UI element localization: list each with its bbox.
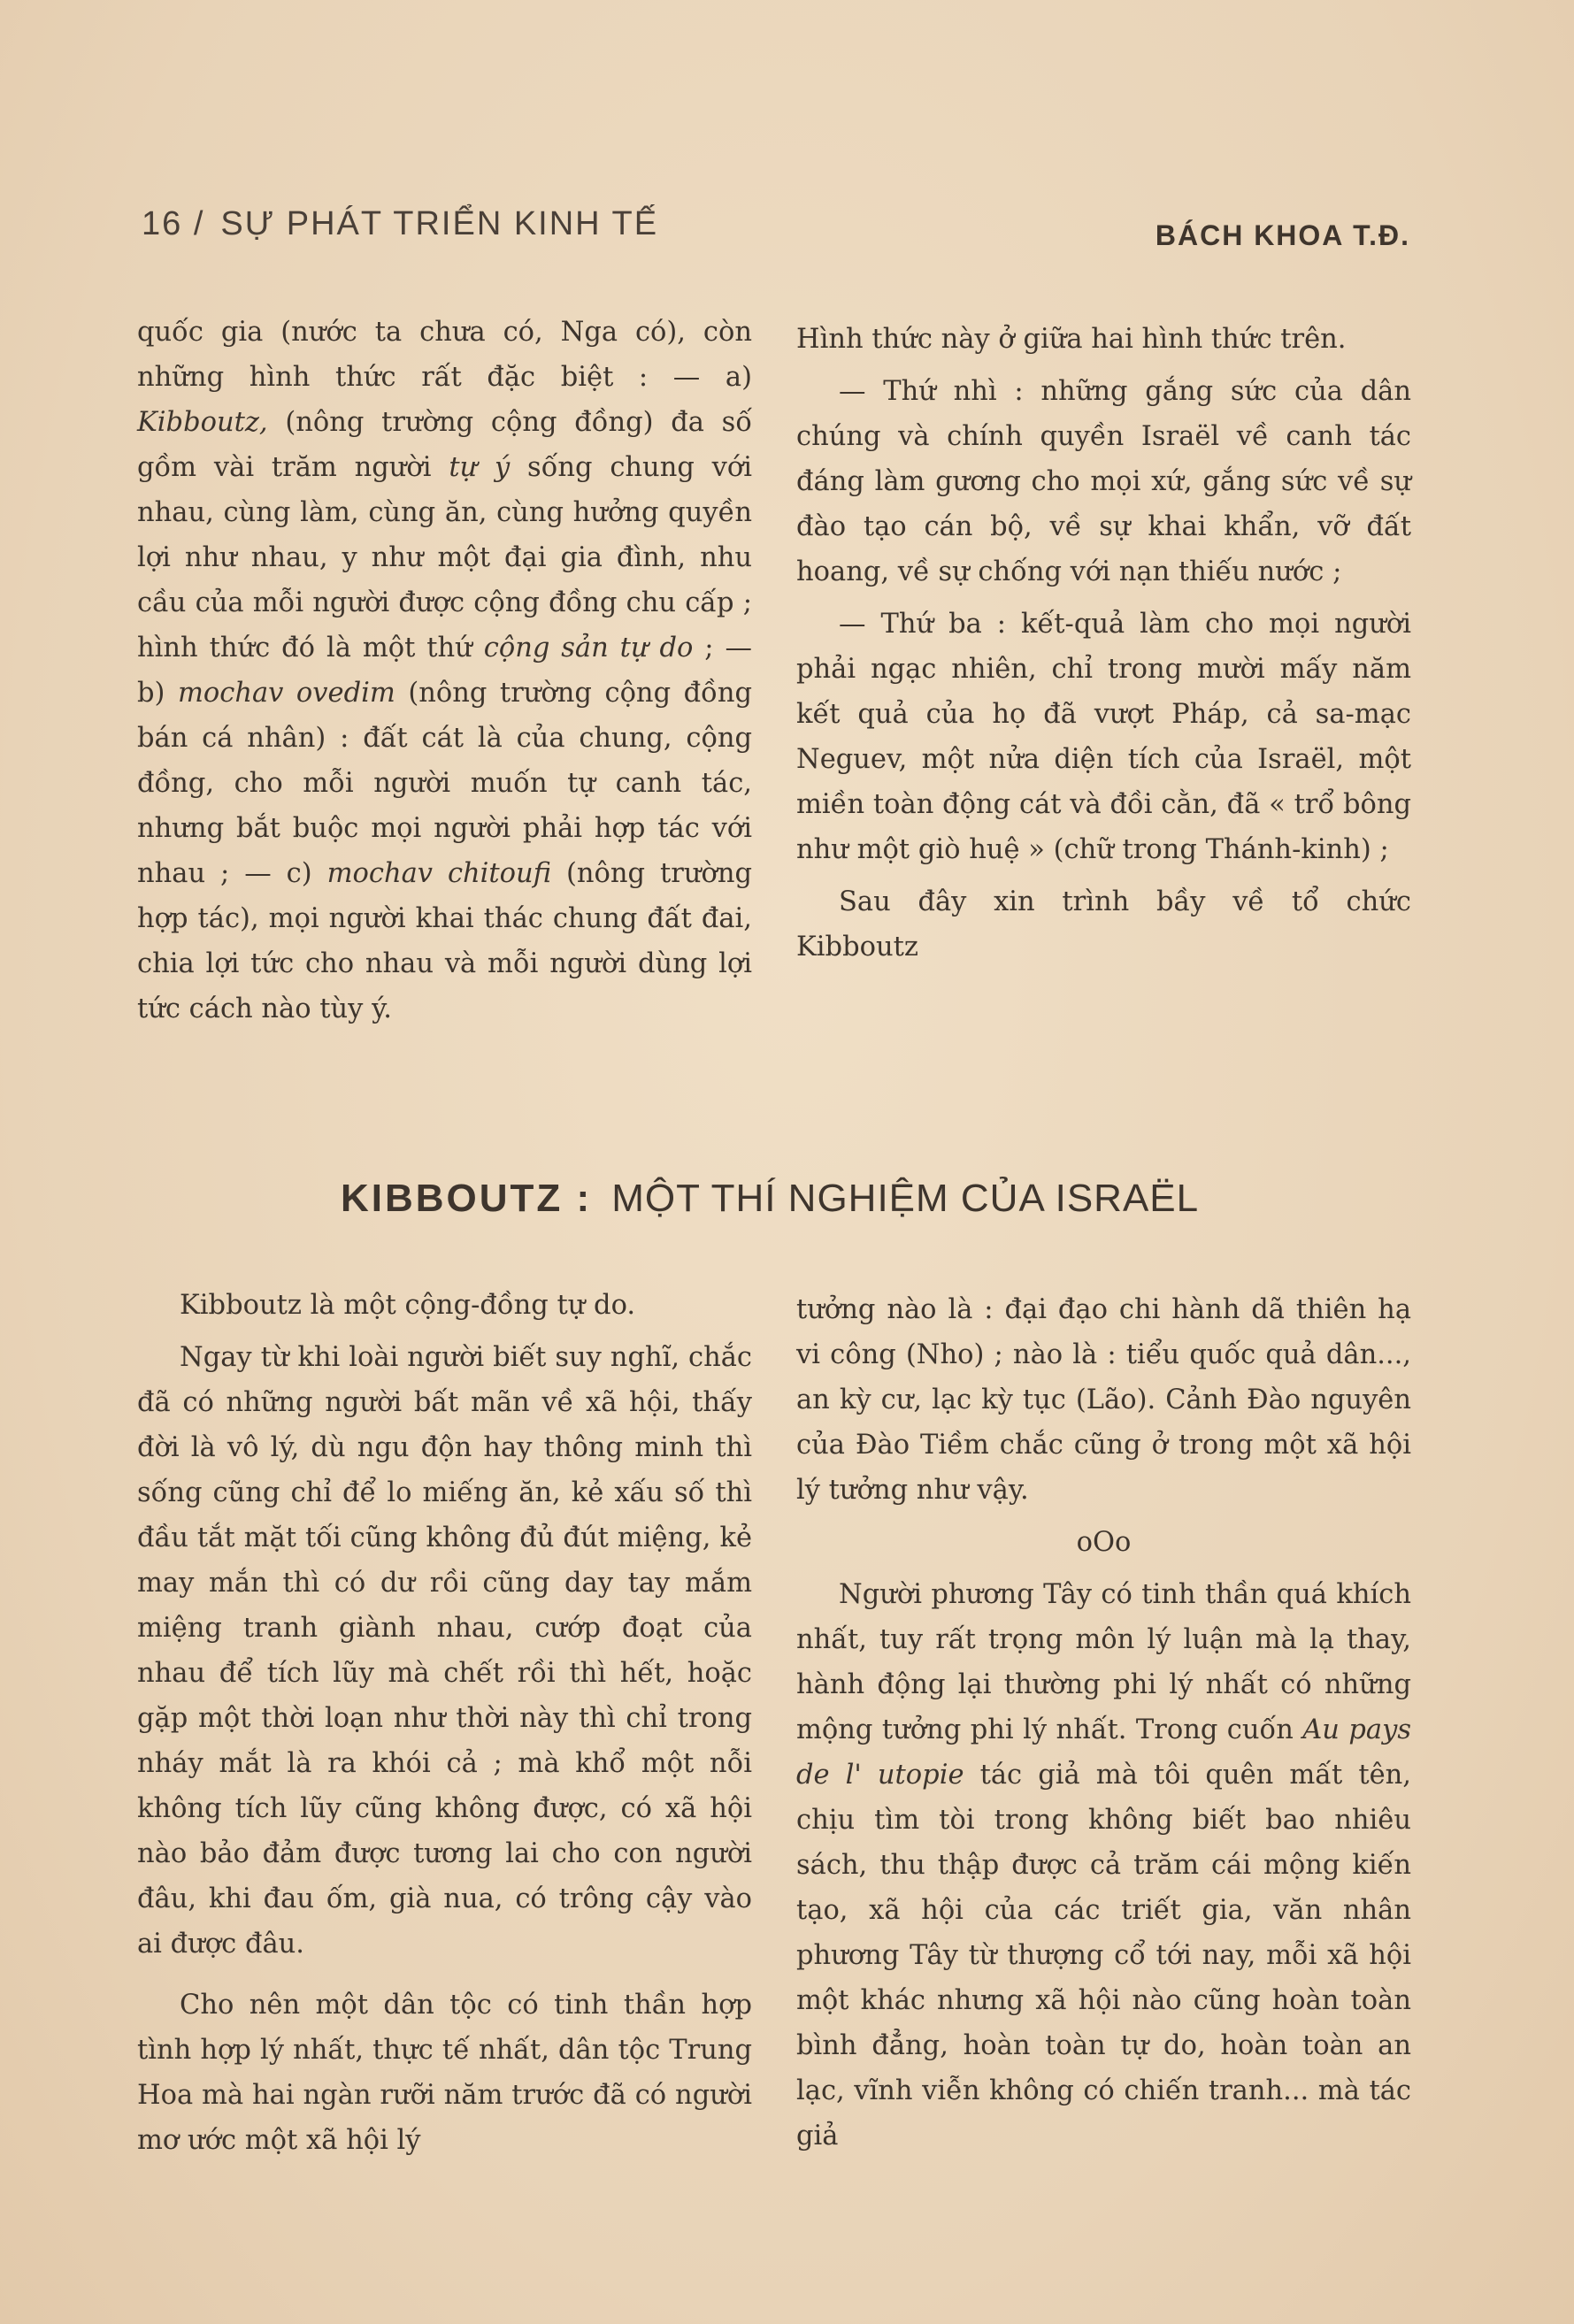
- paragraph: Hình thức này ở giữa hai hình thức trên.: [796, 324, 1347, 355]
- section-separator: oOo: [1076, 1527, 1132, 1558]
- section-title-text: MỘT THÍ NGHIỆM CỦA ISRAËL: [611, 1177, 1200, 1220]
- section-keyword: KIBBOUTZ :: [341, 1177, 593, 1220]
- column-bottom-left: [137, 1283, 752, 2163]
- running-title: SỰ PHÁT TRIỂN KINH TẾ: [220, 205, 659, 242]
- paragraph: tưởng nào là : đại đạo chi hành dã thiên hạ vi công (Nho) ; nào là : tiểu quốc quả dân..., an kỳ cư, lạc kỳ tục (Lão). Cảnh Đào nguyên của Đào Tiềm chắc cũng ở trong một xã hội lý tưởng như vậy.: [796, 1294, 1411, 1506]
- journal-name: BÁCH KHOA T.Đ.: [1155, 219, 1410, 251]
- paragraph: Sau đây xin trình bầy về tổ chức Kibboutz: [796, 886, 1411, 963]
- paragraph: — Thứ nhì : những gắng sức của dân chúng và chính quyền Israël về canh tác đáng làm gương cho mọi xứ, gắng sức về sự đào tạo cán bộ, về sự khai khẩn, vỡ đất hoang, về sự chống với nạn thiếu nước ;: [796, 376, 1411, 587]
- column-top-left: [137, 310, 752, 1032]
- column-bottom-right: [796, 1287, 1411, 2159]
- page-number: 16 /: [142, 205, 205, 242]
- section-title: [341, 1177, 1199, 1221]
- column-top-right: [796, 317, 1411, 970]
- paragraph: quốc gia (nước ta chưa có, Nga có), còn những hình thức rất đặc biệt : — a) Kibboutz, (nông trường cộng đồng) đa số gồm vài trăm người tự ý sống chung với nhau, cùng làm, cùng ăn, cùng hưởng quyền lợi như nhau, y như một đại gia đình, nhu cầu của mỗi người được cộng đồng chu cấp ; hình thức đó là một thứ cộng sản tự do ; — b) mochav ovedim (nông trường cộng đồng bán cá nhân) : đất cát là của chung, cộng đồng, cho mỗi người muốn tự canh tác, nhưng bắt buộc mọi người phải hợp tác với nhau ; — c) mochav chitoufi (nông trường hợp tác), mọi người khai thác chung đất đai, chia lợi tức cho nhau và mỗi người dùng lợi tức cách nào tùy ý.: [137, 317, 753, 1024]
- paragraph: Người phương Tây có tinh thần quá khích nhất, tuy rất trọng môn lý luận mà lạ thay, hành động lại thường phi lý nhất có những mộng tưởng phi lý nhất. Trong cuốn Au pays de l' utopie tác giả mà tôi quên mất tên, chịu tìm tòi trong không biết bao nhiêu sách, thu thập được cả trăm cái mộng kiến tạo, xã hội của các triết gia, văn nhân phương Tây từ thượng cổ tới nay, mỗi xã hội một khác nhưng xã hội nào cũng hoàn toàn bình đẳng, hoàn toàn tự do, hoàn toàn an lạc, vĩnh viễn không có chiến tranh... mà tác giả: [796, 1579, 1411, 2151]
- paragraph: Ngay từ khi loài người biết suy nghĩ, chắc đã có những người bất mãn về xã hội, thấy đời là vô lý, dù ngu độn hay thông minh thì sống cũng chỉ để lo miếng ăn, kẻ xấu số thì đầu tắt mặt tối cũng không đủ đút miệng, kẻ may mắn thì có dư rồi cũng day tay mắm miệng tranh giành nhau, cướp đoạt của nhau để tích lũy mà chết rồi thì hết, hoặc gặp một thời loạn như thời này thì chỉ trong nháy mắt là ra khói cả ; mà khổ một nỗi không tích lũy cũng không được, có xã hội nào bảo đảm được tương lai cho con người đâu, khi đau ốm, già nua, có trông cậy vào ai được đâu.: [137, 1342, 752, 1960]
- paragraph: — Thứ ba : kết-quả làm cho mọi người phải ngạc nhiên, chỉ trong mười mấy năm kết quả của họ đã vượt Pháp, cả sa-mạc Neguev, một nửa diện tích của Israël, một miền toàn động cát và đồi cằn, đã « trổ bông như một giò huệ » (chữ trong Thánh-kinh) ;: [796, 609, 1411, 865]
- paragraph: Kibboutz là một cộng-đồng tự do.: [180, 1290, 636, 1321]
- page-header: [142, 205, 658, 243]
- paragraph: Cho nên một dân tộc có tinh thần hợp tình hợp lý nhất, thực tế nhất, dân tộc Trung Hoa mà hai ngàn rưỡi năm trước đã có người mơ ước một xã hội lý: [137, 1990, 752, 2156]
